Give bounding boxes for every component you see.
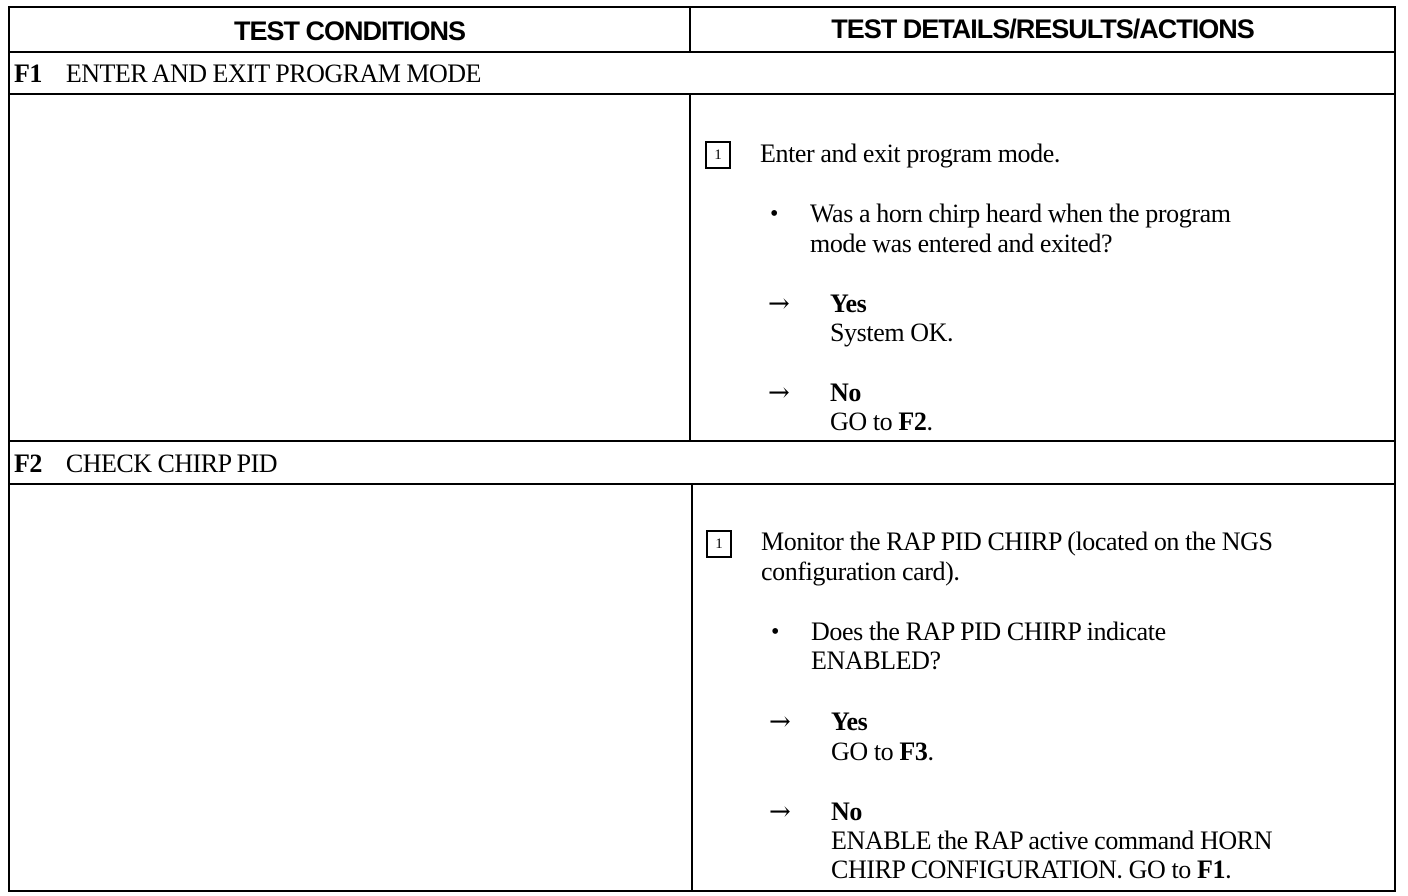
f2-section-title <box>14 449 277 479</box>
f2-no-arrow-icon: → <box>769 797 791 827</box>
f2-no-label: No <box>831 797 862 826</box>
f1-section-name: ENTER AND EXIT PROGRAM MODE <box>65 59 481 88</box>
f1-no-action-prefix: GO to <box>830 407 899 436</box>
table-border-left <box>8 6 10 892</box>
f1-question-line-1: Was a horn chirp heard when the program <box>810 199 1231 228</box>
f1-bottom-divider <box>8 440 1396 442</box>
f1-yes-label: Yes <box>830 289 867 318</box>
f2-question-line-1: Does the RAP PID CHIRP indicate <box>811 617 1166 646</box>
f1-title-divider <box>8 93 1396 95</box>
f1-yes-action: System OK. <box>830 318 954 347</box>
f1-yes-arrow-icon: → <box>768 289 790 319</box>
f1-question-line-2: mode was entered and exited? <box>810 229 1113 258</box>
header-test-details: TEST DETAILS/RESULTS/ACTIONS <box>831 14 1254 44</box>
column-divider-f1 <box>689 93 691 442</box>
f2-no-action-line-1: ENABLE the RAP active command HORN <box>831 826 1273 855</box>
f2-title-divider <box>8 483 1396 485</box>
f2-yes-action <box>831 737 934 767</box>
f2-no-action-line-2-ref: F1 <box>1196 855 1226 884</box>
f2-yes-action-prefix: GO to <box>831 737 900 766</box>
f1-no-action-ref: F2 <box>898 407 927 436</box>
f2-no-action-line-2-prefix: CHIRP CONFIGURATION. GO to <box>831 855 1197 884</box>
f2-step-text-line-2: configuration card). <box>761 557 960 586</box>
f2-yes-label: Yes <box>831 707 868 736</box>
f2-step-number: 1 <box>706 530 732 558</box>
f2-no-action-line-2 <box>831 855 1231 885</box>
f1-no-arrow-icon: → <box>768 378 790 408</box>
header-divider <box>8 51 1396 53</box>
f2-yes-arrow-icon: → <box>769 707 791 737</box>
f1-no-action <box>830 407 933 437</box>
f1-step-number: 1 <box>705 141 731 169</box>
f1-section-title <box>14 59 481 89</box>
f1-step-text: Enter and exit program mode. <box>760 139 1060 168</box>
f2-section-name: CHECK CHIRP PID <box>65 449 278 478</box>
f1-section-id: F1 <box>14 59 42 88</box>
table-border-top <box>8 6 1396 8</box>
f2-yes-action-suffix: . <box>927 737 934 766</box>
f2-no-action-line-2-suffix: . <box>1225 855 1232 884</box>
f1-no-action-suffix: . <box>926 407 933 436</box>
f2-step-text-line-1: Monitor the RAP PID CHIRP (located on the NGS <box>761 527 1273 556</box>
header-test-conditions: TEST CONDITIONS <box>233 16 465 46</box>
f1-no-label: No <box>830 378 861 407</box>
f2-question-line-2: ENABLED? <box>811 646 941 675</box>
column-divider-f2 <box>691 483 693 892</box>
f2-yes-action-ref: F3 <box>899 737 928 766</box>
table-border-right <box>1394 6 1396 892</box>
f1-question-bullet: • <box>770 201 779 227</box>
f2-question-bullet: • <box>771 619 780 645</box>
table-border-bottom <box>8 890 1396 892</box>
f2-section-id: F2 <box>14 449 42 478</box>
